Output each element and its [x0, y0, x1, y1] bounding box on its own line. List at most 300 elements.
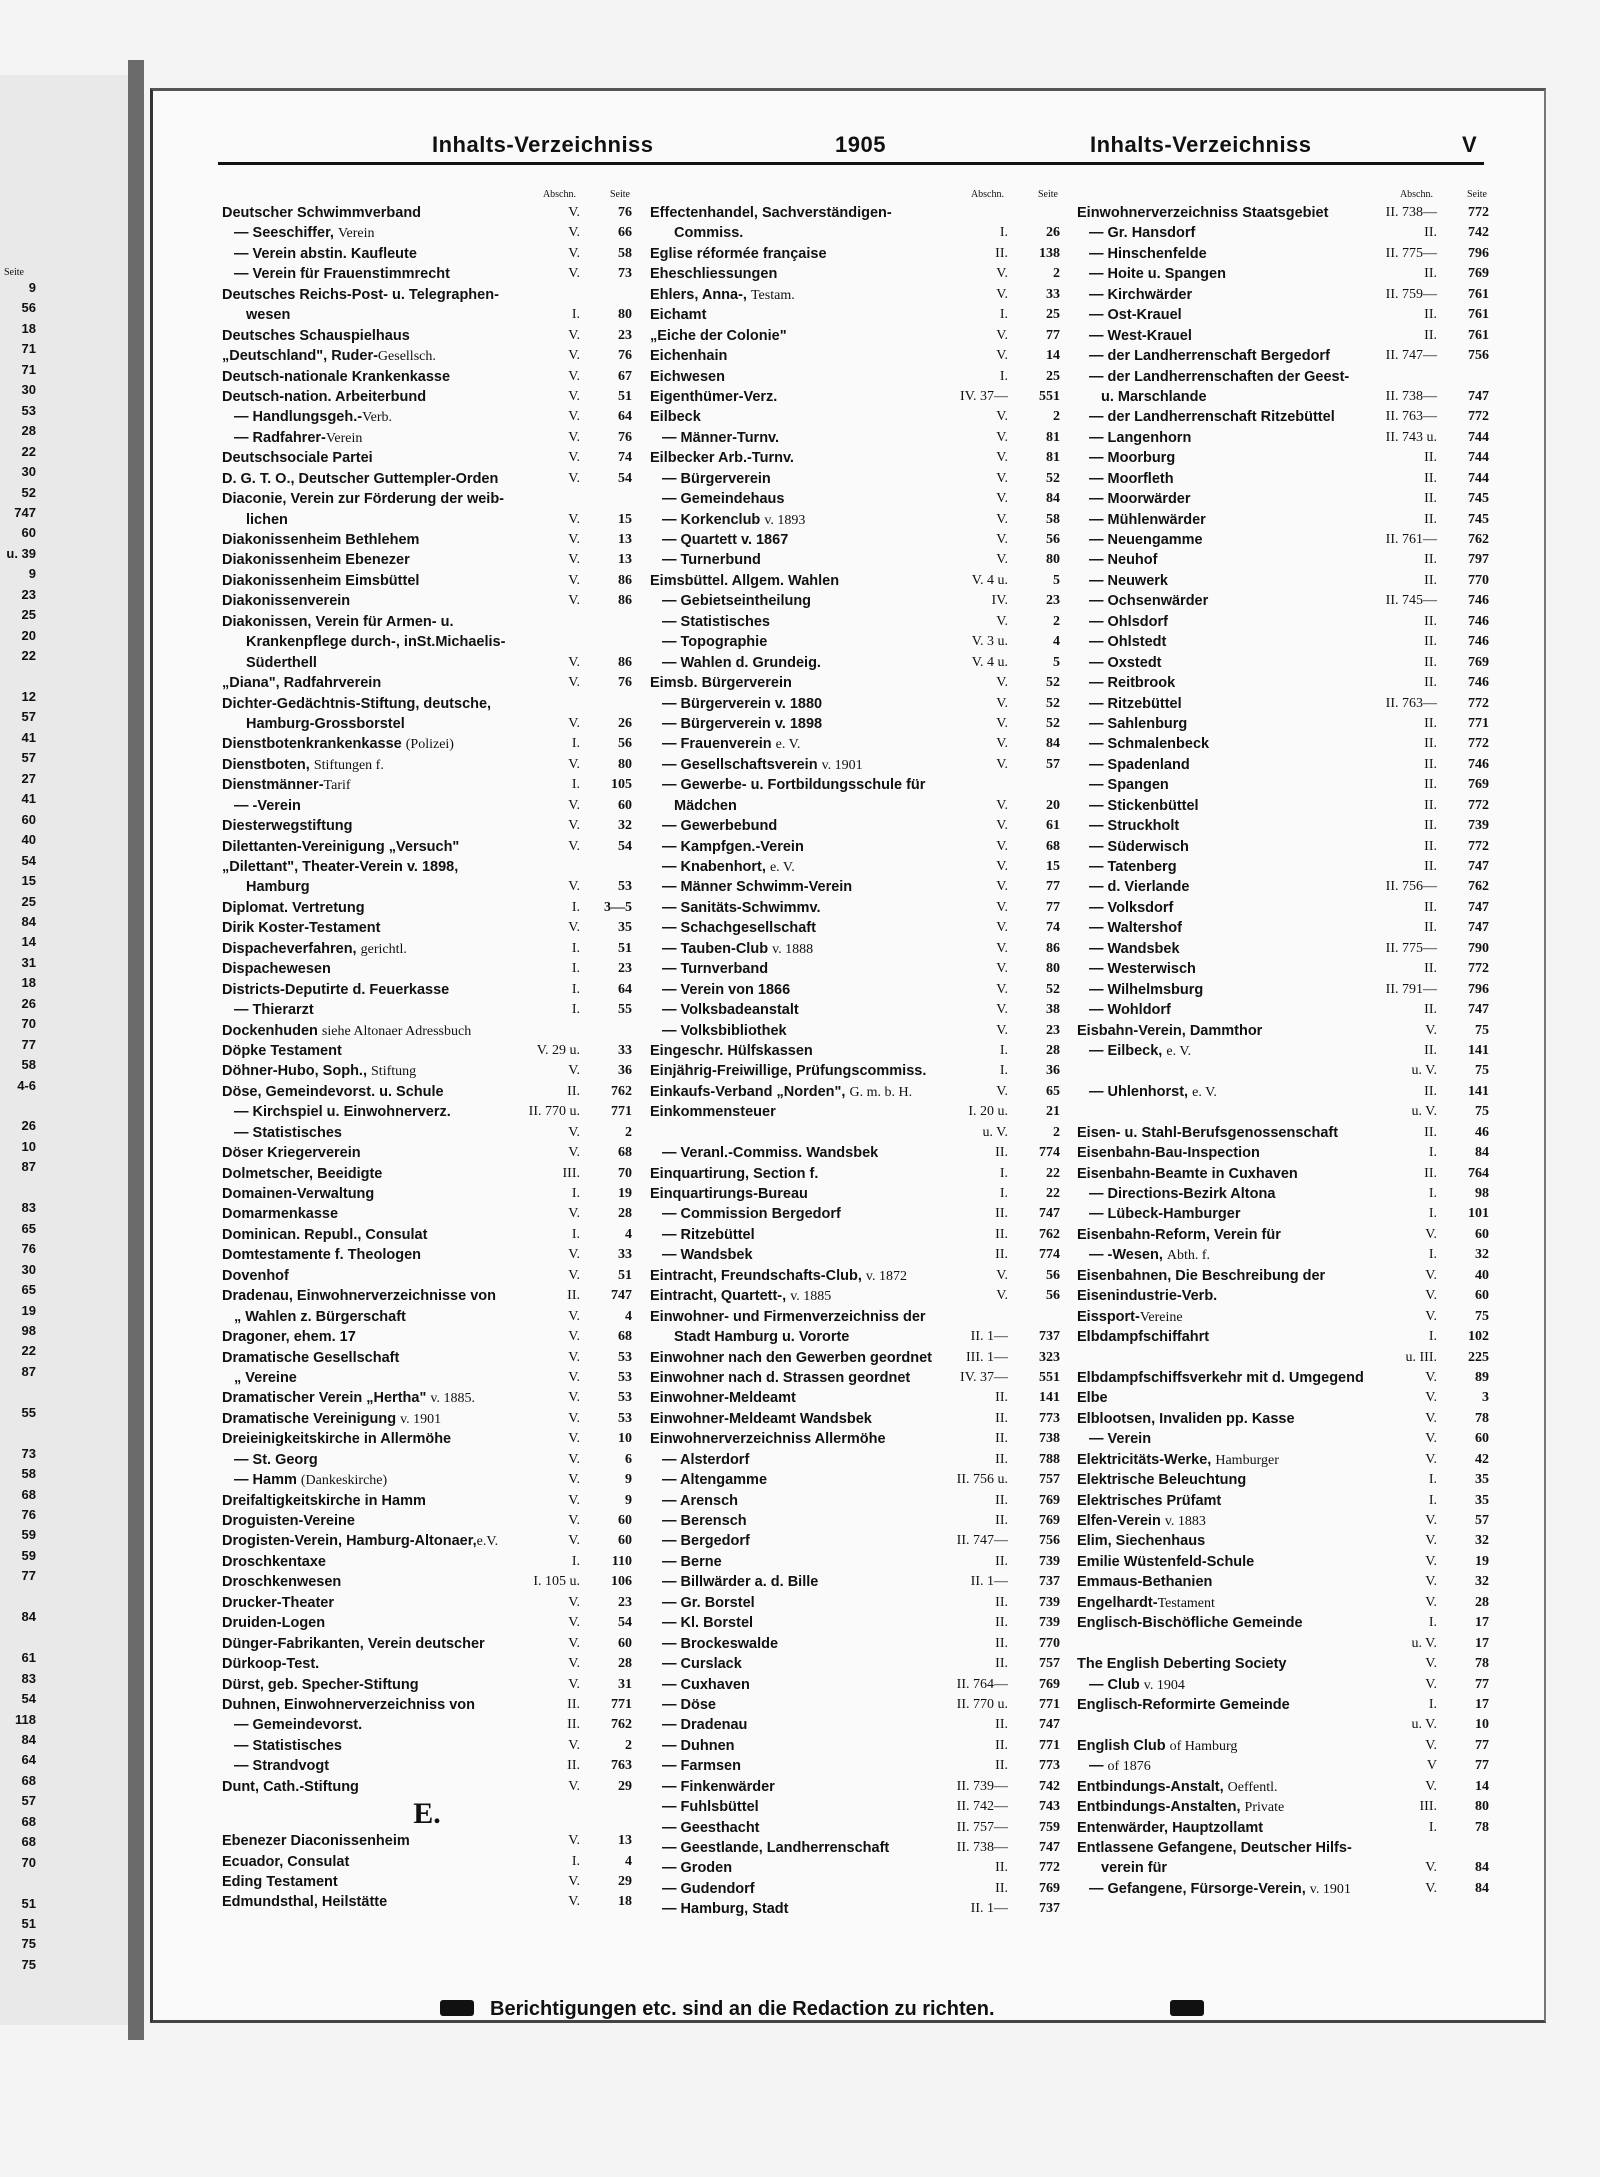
- entry-page: 66: [618, 225, 632, 241]
- entry-section: II.: [1424, 736, 1437, 752]
- entry-section: II. 775—: [1385, 940, 1437, 956]
- entry-section: II. 739—: [956, 1778, 1008, 1794]
- entry-title: Einjährig-Freiwillige, Prüfungscommiss.: [650, 1063, 927, 1080]
- index-entry: [222, 1000, 632, 1020]
- entry-page: 86: [1046, 940, 1060, 956]
- entry-section: V.: [996, 1022, 1008, 1038]
- index-entry: [650, 1675, 1060, 1695]
- entry-title: — Gemeindevorst.: [234, 1717, 363, 1734]
- entry-page: 744: [1468, 429, 1489, 445]
- index-entry: [1077, 530, 1489, 550]
- index-entry: [650, 448, 1060, 468]
- entry-page: 745: [1468, 511, 1489, 527]
- entry-section: II.: [1424, 511, 1437, 527]
- index-entry: [222, 1102, 632, 1122]
- entry-page: 101: [1468, 1206, 1489, 1222]
- entry-title: — Turnerbund: [662, 552, 761, 569]
- entry-title: Einquartirung, Section f.: [650, 1165, 819, 1182]
- index-entry: [650, 796, 1060, 816]
- index-entry: [222, 1675, 632, 1695]
- entry-page: 102: [1468, 1329, 1489, 1345]
- entry-title: — Moorwärder: [1089, 491, 1191, 508]
- entry-page: 77: [1046, 899, 1060, 915]
- entry-title: Eding Testament: [222, 1874, 338, 1890]
- index-entry: [222, 326, 632, 346]
- entry-title: — Kirchspiel u. Einwohnerverz.: [234, 1104, 451, 1121]
- entry-section: I.: [571, 899, 580, 915]
- entry-page: 61: [1046, 818, 1060, 834]
- entry-title: lichen: [246, 511, 288, 528]
- entry-page: 770: [1039, 1635, 1060, 1651]
- index-entry: [222, 980, 632, 1000]
- entry-section: I.: [571, 981, 580, 997]
- entry-title: Einwohner nach den Gewerben geordnet: [650, 1349, 932, 1366]
- entry-title: — Döse: [662, 1696, 716, 1713]
- entry-title: — Finkenwärder: [662, 1778, 775, 1795]
- entry-page: 77: [1475, 1758, 1489, 1774]
- entry-page: 773: [1039, 1410, 1060, 1426]
- index-entry: [222, 632, 632, 652]
- entry-title: — Korkenclub v. 1893: [662, 511, 806, 528]
- entry-page: 77: [1046, 879, 1060, 895]
- index-entry: [1077, 775, 1489, 795]
- gutter-page-number: 53: [21, 402, 36, 418]
- entry-title: Döser Kriegerverein: [222, 1145, 361, 1162]
- entry-title: Diakonissenheim Bethlehem: [222, 532, 420, 548]
- seite-header: Seite: [610, 189, 630, 200]
- entry-section: V.: [568, 1206, 580, 1222]
- entry-section: u. V.: [1411, 1717, 1437, 1733]
- entry-page: 56: [1046, 1267, 1060, 1283]
- entry-section: V.: [568, 266, 580, 282]
- entry-title: u. Marschlande: [1101, 388, 1207, 405]
- entry-title: Eigenthümer-Verz.: [650, 388, 778, 405]
- index-entry: [222, 1511, 632, 1531]
- index-entry: [650, 1409, 1060, 1429]
- entry-title: Dispacheverfahren, gerichtl.: [222, 940, 407, 957]
- index-entry: [1077, 734, 1489, 754]
- entry-title: Emilie Wüstenfeld-Schule: [1077, 1553, 1255, 1570]
- entry-section: V.: [996, 715, 1008, 731]
- index-entry: [222, 244, 632, 264]
- index-entry: [1077, 1879, 1489, 1899]
- entry-title: — Gewerbe- u. Fortbildungsschule für: [662, 777, 926, 794]
- entry-page: 75: [1475, 1022, 1489, 1038]
- entry-page: 65: [1046, 1083, 1060, 1099]
- entry-section: V.: [568, 756, 580, 772]
- entry-page: 22: [1046, 1186, 1060, 1201]
- index-entry: [1077, 1613, 1489, 1633]
- index-entry: [650, 877, 1060, 897]
- index-entry: [222, 1715, 632, 1735]
- entry-section: II.: [1424, 470, 1437, 486]
- index-entry: [1077, 632, 1489, 652]
- entry-page: 9: [625, 1472, 632, 1488]
- gutter-page-number: 70: [21, 1016, 36, 1032]
- entry-title: Diaconie, Verein zur Förderung der weib-: [222, 491, 504, 508]
- entry-title: — Männer-Turnv.: [662, 429, 780, 446]
- index-entry: [650, 1327, 1060, 1347]
- entry-page: 74: [1046, 920, 1060, 936]
- index-entry: [222, 510, 632, 530]
- entry-title: Dichter-Gedächtnis-Stiftung, deutsche,: [222, 695, 492, 712]
- entry-section: V.: [1425, 1676, 1437, 1692]
- index-entry: [222, 959, 632, 979]
- entry-section: II.: [995, 1737, 1008, 1753]
- index-entry: [222, 407, 632, 427]
- entry-page: 84: [1475, 1860, 1489, 1876]
- entry-title: Englisch-Reformirte Gemeinde: [1077, 1696, 1290, 1713]
- entry-page: 323: [1039, 1349, 1060, 1365]
- entry-section: II.: [1424, 307, 1437, 323]
- entry-section: I.: [1428, 1696, 1437, 1712]
- gutter-page-number: 65: [21, 1220, 36, 1236]
- index-entry: [650, 1450, 1060, 1470]
- entry-page: 52: [1046, 470, 1060, 486]
- entry-title: „ Vereine: [234, 1369, 297, 1386]
- entry-title: — Mühlenwärder: [1089, 511, 1206, 528]
- entry-page: 739: [1039, 1553, 1060, 1569]
- index-entry: [222, 857, 632, 877]
- index-entry: [1077, 714, 1489, 734]
- entry-page: 23: [618, 1594, 632, 1610]
- entry-title: — Verein von 1866: [662, 981, 791, 998]
- index-entry: [1077, 1286, 1489, 1306]
- entry-title: Eisbahn-Verein, Dammthor: [1077, 1022, 1263, 1039]
- entry-section: V.: [996, 532, 1008, 547]
- entry-page: 742: [1039, 1778, 1060, 1794]
- gutter-page-number: 65: [21, 1282, 36, 1298]
- entry-page: 746: [1468, 756, 1489, 772]
- entry-section: II.: [1424, 266, 1437, 282]
- entry-title: — Gemeindehaus: [662, 491, 785, 508]
- index-entry: [1077, 1838, 1489, 1858]
- entry-title: — Dradenau: [662, 1717, 748, 1734]
- entry-title: Edmundsthal, Heilstätte: [222, 1894, 388, 1911]
- index-entry: [222, 1552, 632, 1572]
- index-entry: [650, 1245, 1060, 1265]
- entry-title: — Directions-Bezirk Altona: [1089, 1186, 1276, 1202]
- entry-page: 33: [618, 1247, 632, 1263]
- index-column-1: [222, 185, 632, 1913]
- index-entry: [1077, 1552, 1489, 1572]
- header-left-title: Inhalts-Verzeichniss: [432, 132, 654, 157]
- index-entry: [650, 1348, 1060, 1368]
- entry-section: IV.: [991, 593, 1008, 609]
- entry-title: — der Landherrenschaft Bergedorf: [1089, 348, 1330, 365]
- index-entry: [222, 734, 632, 754]
- gutter-page-number: 57: [21, 709, 36, 725]
- entry-section: V.: [996, 327, 1008, 343]
- index-entry: [222, 530, 632, 550]
- gutter-page-number: 4-6: [17, 1077, 36, 1093]
- entry-title: Eisenbahnen, Die Beschreibung der: [1077, 1267, 1326, 1284]
- entry-page: 141: [1468, 1042, 1489, 1058]
- entry-title: Diesterwegstiftung: [222, 818, 353, 835]
- entry-page: 29: [618, 1778, 632, 1794]
- entry-page: 60: [1475, 1288, 1489, 1304]
- entry-title: — Volksbibliothek: [662, 1022, 787, 1039]
- entry-title: Dovenhof: [222, 1267, 289, 1284]
- entry-title: — Wahlen d. Grundeig.: [662, 654, 821, 671]
- entry-page: 76: [618, 675, 632, 691]
- index-entry: [1077, 1572, 1489, 1592]
- index-entry: [222, 1531, 632, 1551]
- entry-title: Eisenindustrie-Verb.: [1077, 1288, 1218, 1305]
- entry-section: I.: [999, 225, 1008, 241]
- entry-section: V.: [996, 981, 1008, 997]
- entry-page: 743: [1039, 1799, 1060, 1815]
- index-entry: [1077, 591, 1489, 611]
- entry-section: II.: [1424, 654, 1437, 670]
- entry-page: 77: [1475, 1737, 1489, 1753]
- gutter-page-number: 58: [21, 1057, 36, 1073]
- entry-title: Elektricitäts-Werke, Hamburger: [1077, 1451, 1279, 1468]
- entry-page: 772: [1468, 797, 1489, 813]
- entry-section: II. 764—: [956, 1676, 1008, 1692]
- entry-title: Domtestamente f. Theologen: [222, 1247, 421, 1264]
- entry-page: 739: [1039, 1594, 1060, 1610]
- entry-page: 22: [1046, 1165, 1060, 1181]
- gutter-page-number: 83: [21, 1200, 36, 1216]
- entry-page: 23: [1046, 1022, 1060, 1038]
- entry-title: — Kampfgen.-Verein: [662, 838, 804, 855]
- entry-page: 790: [1468, 940, 1489, 956]
- gutter-page-number: 71: [21, 361, 36, 377]
- entry-page: 26: [1046, 225, 1060, 241]
- index-entry: [222, 1061, 632, 1081]
- entry-title: — Berensch: [662, 1513, 747, 1529]
- index-entry: [1077, 959, 1489, 979]
- seite-header: Seite: [1467, 189, 1487, 200]
- entry-section: V.: [996, 675, 1008, 691]
- entry-page: 56: [1046, 1288, 1060, 1304]
- entry-section: II.: [995, 1656, 1008, 1672]
- index-entry: [1077, 1143, 1489, 1163]
- entry-section: II. 763—: [1385, 695, 1437, 711]
- gutter-page-number: 60: [21, 525, 36, 541]
- entry-section: V.: [568, 409, 580, 425]
- entry-section: V.: [568, 1451, 580, 1467]
- entry-page: 757: [1039, 1656, 1060, 1672]
- entry-page: 762: [611, 1083, 632, 1099]
- entry-page: 32: [1475, 1247, 1489, 1263]
- entry-section: II.: [567, 1758, 580, 1774]
- entry-section: II.: [995, 1410, 1008, 1426]
- entry-title: Ecuador, Consulat: [222, 1853, 350, 1870]
- entry-section: II. 1—: [970, 1901, 1008, 1917]
- entry-section: V.: [996, 879, 1008, 895]
- entry-title: „Dilettant", Theater-Verein v. 1898,: [222, 859, 459, 875]
- entry-title: — Hamburg, Stadt: [662, 1901, 789, 1918]
- entry-page: 772: [1468, 961, 1489, 977]
- entry-title: Dominican. Republ., Consulat: [222, 1226, 428, 1243]
- entry-title: — d. Vierlande: [1089, 879, 1190, 896]
- index-entry: [1077, 1715, 1489, 1735]
- entry-title: — Berne: [662, 1553, 722, 1570]
- index-entry: [1077, 1204, 1489, 1224]
- entry-section: I.: [571, 961, 580, 977]
- entry-section: V.: [568, 1431, 580, 1447]
- entry-page: 770: [1468, 572, 1489, 588]
- entry-title: Drucker-Theater: [222, 1594, 335, 1611]
- entry-section: I.: [999, 1165, 1008, 1181]
- entry-section: V.: [568, 1472, 580, 1488]
- entry-section: V.: [1425, 1390, 1437, 1406]
- entry-section: V.: [568, 1247, 580, 1263]
- entry-title: — Tatenberg: [1089, 859, 1177, 875]
- entry-title: Entbindungs-Anstalten, Private: [1077, 1799, 1285, 1816]
- index-entry: [222, 1777, 632, 1797]
- entry-page: 33: [1046, 286, 1060, 302]
- entry-page: 56: [618, 736, 632, 752]
- entry-title: Dilettanten-Vereinigung „Versuch": [222, 838, 460, 855]
- entry-section: V.: [568, 654, 580, 670]
- entry-section: II. 759—: [1385, 286, 1437, 302]
- gutter-page-number: 87: [21, 1363, 36, 1379]
- index-entry: [222, 1041, 632, 1061]
- index-entry: [650, 1552, 1060, 1572]
- index-entry: [650, 1838, 1060, 1858]
- entry-title: — Quartett v. 1867: [662, 532, 789, 548]
- entry-title: Dockenhuden siehe Altonaer Adressbuch: [222, 1022, 472, 1039]
- entry-page: 747: [1039, 1840, 1060, 1855]
- entry-page: 28: [1046, 1042, 1060, 1058]
- entry-page: 739: [1039, 1615, 1060, 1631]
- entry-section: I.: [1428, 1329, 1437, 1345]
- entry-page: 771: [611, 1104, 632, 1120]
- entry-page: 52: [1046, 675, 1060, 691]
- index-entry: [222, 1307, 632, 1327]
- index-entry: [1077, 1593, 1489, 1613]
- index-entry: [650, 1266, 1060, 1286]
- index-entry: [1077, 1429, 1489, 1449]
- entry-section: V.: [996, 940, 1008, 956]
- entry-section: II.: [1424, 838, 1437, 854]
- entry-section: V.: [996, 859, 1008, 874]
- gutter-page-number: 68: [21, 1486, 36, 1502]
- index-entry: [1077, 877, 1489, 897]
- index-entry: [222, 1593, 632, 1613]
- index-entry: [650, 1715, 1060, 1735]
- index-entry: [650, 1061, 1060, 1081]
- entry-title: — Süderwisch: [1089, 838, 1189, 855]
- entry-page: 2: [625, 1124, 632, 1140]
- entry-title: — Thierarzt: [234, 1002, 314, 1019]
- entry-section: II.: [1424, 920, 1437, 936]
- entry-section: II.: [567, 1696, 580, 1712]
- entry-page: 54: [618, 838, 632, 854]
- index-entry: [222, 939, 632, 959]
- entry-section: II. 1—: [970, 1329, 1008, 1345]
- entry-title: Mädchen: [674, 797, 737, 814]
- entry-title: — Volksdorf: [1089, 899, 1174, 916]
- entry-page: 70: [618, 1165, 632, 1181]
- index-entry: [222, 694, 632, 714]
- index-entry: [650, 1511, 1060, 1531]
- entry-section: II.: [1424, 797, 1437, 813]
- entry-title: — der Landherrenschaften der Geest-: [1089, 368, 1350, 385]
- entry-page: 32: [1475, 1574, 1489, 1590]
- entry-section: II. 738—: [956, 1840, 1008, 1855]
- entry-page: 53: [618, 879, 632, 895]
- entry-page: 73: [618, 266, 632, 282]
- entry-title: — Billwärder a. d. Bille: [662, 1574, 819, 1591]
- entry-title: Stadt Hamburg u. Vororte: [674, 1329, 850, 1346]
- entry-title: — Handlungsgeh.-Verb.: [234, 409, 393, 426]
- entry-title: — St. Georg: [234, 1451, 318, 1468]
- entry-page: 58: [618, 245, 632, 261]
- entry-page: 57: [1046, 756, 1060, 772]
- index-entry: [650, 1429, 1060, 1449]
- entry-page: 76: [618, 205, 632, 220]
- entry-section: III.: [1419, 1799, 1437, 1815]
- entry-title: — Schmalenbeck: [1089, 736, 1210, 753]
- entry-section: II.: [1424, 818, 1437, 834]
- entry-page: 744: [1468, 470, 1489, 486]
- entry-section: V.: [996, 1267, 1008, 1283]
- entry-page: 769: [1468, 266, 1489, 282]
- index-entry: [222, 285, 632, 305]
- abschnitt-header: Abschn.: [542, 189, 576, 200]
- entry-section: III.: [562, 1165, 580, 1181]
- index-entry: [1077, 1000, 1489, 1020]
- index-entry: [222, 1225, 632, 1245]
- gutter-page-number: 52: [21, 484, 36, 500]
- entry-section: I.: [571, 1226, 580, 1242]
- entry-title: — Fuhlsbüttel: [662, 1799, 759, 1816]
- entry-section: V.: [568, 1410, 580, 1426]
- entry-section: V.: [568, 511, 580, 527]
- index-entry: [650, 428, 1060, 448]
- entry-title: — Curslack: [662, 1656, 742, 1673]
- entry-page: 25: [1046, 368, 1060, 384]
- entry-title: — of 1876: [1089, 1758, 1151, 1775]
- entry-title: — Ritzebüttel: [1089, 695, 1182, 712]
- index-entry: [222, 918, 632, 938]
- entry-page: 746: [1468, 613, 1489, 629]
- entry-section: I.: [571, 307, 580, 323]
- index-entry: [1077, 1102, 1489, 1122]
- entry-section: V.: [568, 245, 580, 261]
- index-entry: [650, 1307, 1060, 1327]
- entry-title: Deutsch-nationale Krankenkasse: [222, 368, 451, 385]
- index-entry: [650, 305, 1060, 325]
- entry-section: I.: [571, 777, 580, 793]
- entry-page: 4: [625, 1226, 632, 1242]
- entry-section: V.: [568, 532, 580, 547]
- entry-page: 13: [618, 1833, 632, 1849]
- entry-title: Döse, Gemeindevorst. u. Schule: [222, 1083, 444, 1100]
- entry-title: — Kl. Borstel: [662, 1615, 754, 1632]
- gutter-page-number: 73: [21, 1445, 36, 1461]
- index-entry: [650, 264, 1060, 284]
- entry-title: Eingeschr. Hülfskassen: [650, 1042, 813, 1059]
- entry-title: Eisen- u. Stahl-Berufsgenossenschaft: [1077, 1124, 1339, 1141]
- entry-section: V.: [568, 1145, 580, 1161]
- index-entry: [650, 571, 1060, 591]
- entry-title: Diakonissenverein: [222, 593, 351, 610]
- index-entry: [222, 571, 632, 591]
- index-entry: [1077, 367, 1489, 387]
- entry-page: 747: [611, 1288, 632, 1304]
- entry-section: u. V.: [1411, 1635, 1437, 1651]
- index-entry: [650, 837, 1060, 857]
- entry-section: V.: [568, 675, 580, 691]
- entry-title: English Club of Hamburg: [1077, 1737, 1238, 1754]
- index-entry: [222, 428, 632, 448]
- entry-page: 81: [1046, 429, 1060, 445]
